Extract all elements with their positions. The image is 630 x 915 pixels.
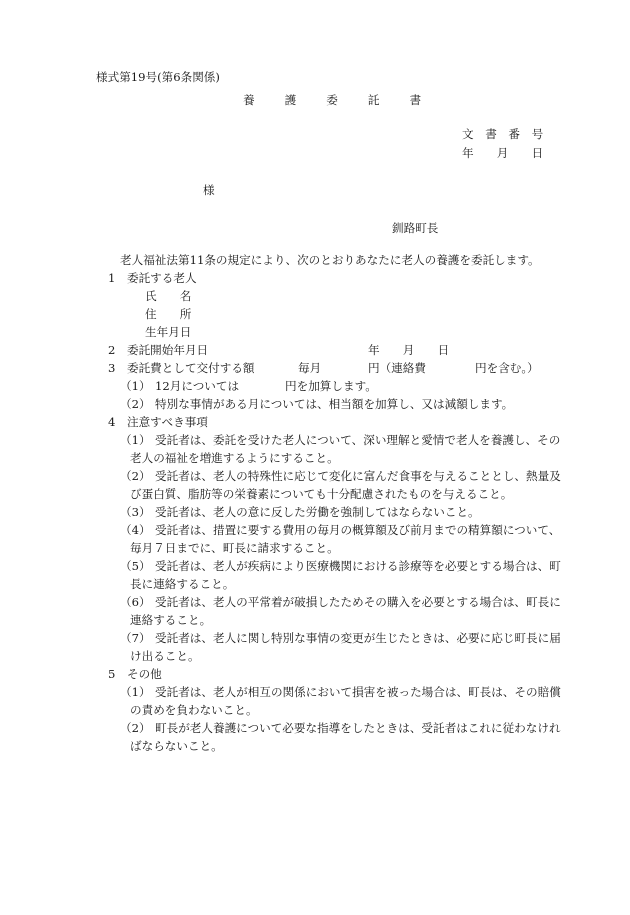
item-line: 受託者は、老人の平常着が破損したためその購入を必要とする場合は、町長に xyxy=(155,595,561,609)
item-number: （7） xyxy=(120,631,151,645)
title-char: 護 xyxy=(284,93,297,107)
document-title xyxy=(243,95,451,107)
item-number: （1） xyxy=(120,379,151,393)
field-name-label: 氏 名 xyxy=(145,289,192,303)
special-month-text: 特別な事情がある月については、相当額を加算し、又は減額します。 xyxy=(155,397,514,411)
item-number: （3） xyxy=(120,505,151,519)
document-date-label: 年 月 日 xyxy=(462,146,544,160)
item-line: 受託者は、老人の意に反した労働を強制してはならないこと。 xyxy=(155,505,480,519)
item-line: 受託者は、措置に要する費用の毎月の概算額及び前月までの精算額について、 xyxy=(155,523,561,537)
form-number: 様式第19号(第6条関係) xyxy=(96,70,220,84)
start-date-field: 年 月 日 xyxy=(368,343,450,357)
item-number: （2） xyxy=(120,721,151,735)
item-line: び蛋白質、脂肪等の栄養素についても十分配慮されたものを与えること。 xyxy=(130,487,513,501)
item-number: （4） xyxy=(120,523,151,537)
item-line: 受託者は、老人の特殊性に応じて変化に富んだ食事を与えることとし、熱量及 xyxy=(155,469,561,483)
section-5-heading: 5 その他 xyxy=(108,667,162,681)
item-line: 受託者は、老人に関し特別な事情の変更が生じたときは、必要に応じ町長に届 xyxy=(155,631,561,645)
item-number: （5） xyxy=(120,559,151,573)
item-number: （1） xyxy=(120,433,151,447)
item-line: ばならないこと。 xyxy=(130,739,223,753)
december-text: 12月については xyxy=(155,379,240,393)
title-char: 託 xyxy=(367,93,380,107)
item-line: 受託者は、老人が疾病により医療機関における診療等を必要とする場合は、町 xyxy=(155,559,561,573)
title-char: 委 xyxy=(326,93,338,107)
section-2-heading: 2 委託開始年月日 xyxy=(108,343,209,357)
yen-included-label: 円を含む。） xyxy=(475,361,539,375)
item-line: 毎月７日までに、町長に請求すること。 xyxy=(130,541,339,555)
item-line: 長に連絡すること。 xyxy=(130,577,235,591)
title-char: 養 xyxy=(243,93,255,107)
item-line: 連絡すること。 xyxy=(130,613,212,627)
document-number-label: 文 書 番 号 xyxy=(462,127,544,141)
field-address-label: 住 所 xyxy=(145,307,192,321)
item-line: 受託者は、委託を受けた老人について、深い理解と愛情で老人を養護し、その xyxy=(155,433,561,447)
monthly-label: 毎月 xyxy=(298,361,322,375)
intro-paragraph: 老人福祉法第11条の規定により、次のとおりあなたに老人の養護を委託します。 xyxy=(120,253,540,267)
field-birthdate-label: 生年月日 xyxy=(145,325,192,339)
item-number: （2） xyxy=(120,397,151,411)
item-line: け出ること。 xyxy=(130,649,200,663)
addressee-label: 様 xyxy=(203,183,215,197)
item-line: 町長が老人養護について必要な指導をしたときは、受託者はこれに従わなけれ xyxy=(155,721,561,735)
item-line: の責めを負わないこと。 xyxy=(130,703,258,717)
section-3-heading: 3 委託費として交付する額 xyxy=(108,361,255,375)
item-line: 受託者は、老人が相互の関係において損害を被った場合は、町長は、その賠償 xyxy=(155,685,561,699)
title-char: 書 xyxy=(409,93,422,107)
section-1-heading: 1 委託する老人 xyxy=(108,271,197,285)
section-4-heading: 4 注意すべき事項 xyxy=(108,415,208,429)
sender-name: 釧路町長 xyxy=(392,221,439,235)
yen-contact-label: 円（連絡費 xyxy=(368,361,426,375)
item-line: 老人の福祉を増進するようにすること。 xyxy=(130,451,339,465)
item-number: （1） xyxy=(120,685,151,699)
item-number: （6） xyxy=(120,595,151,609)
item-number: （2） xyxy=(120,469,151,483)
december-tail-text: 円を加算します。 xyxy=(285,379,377,393)
